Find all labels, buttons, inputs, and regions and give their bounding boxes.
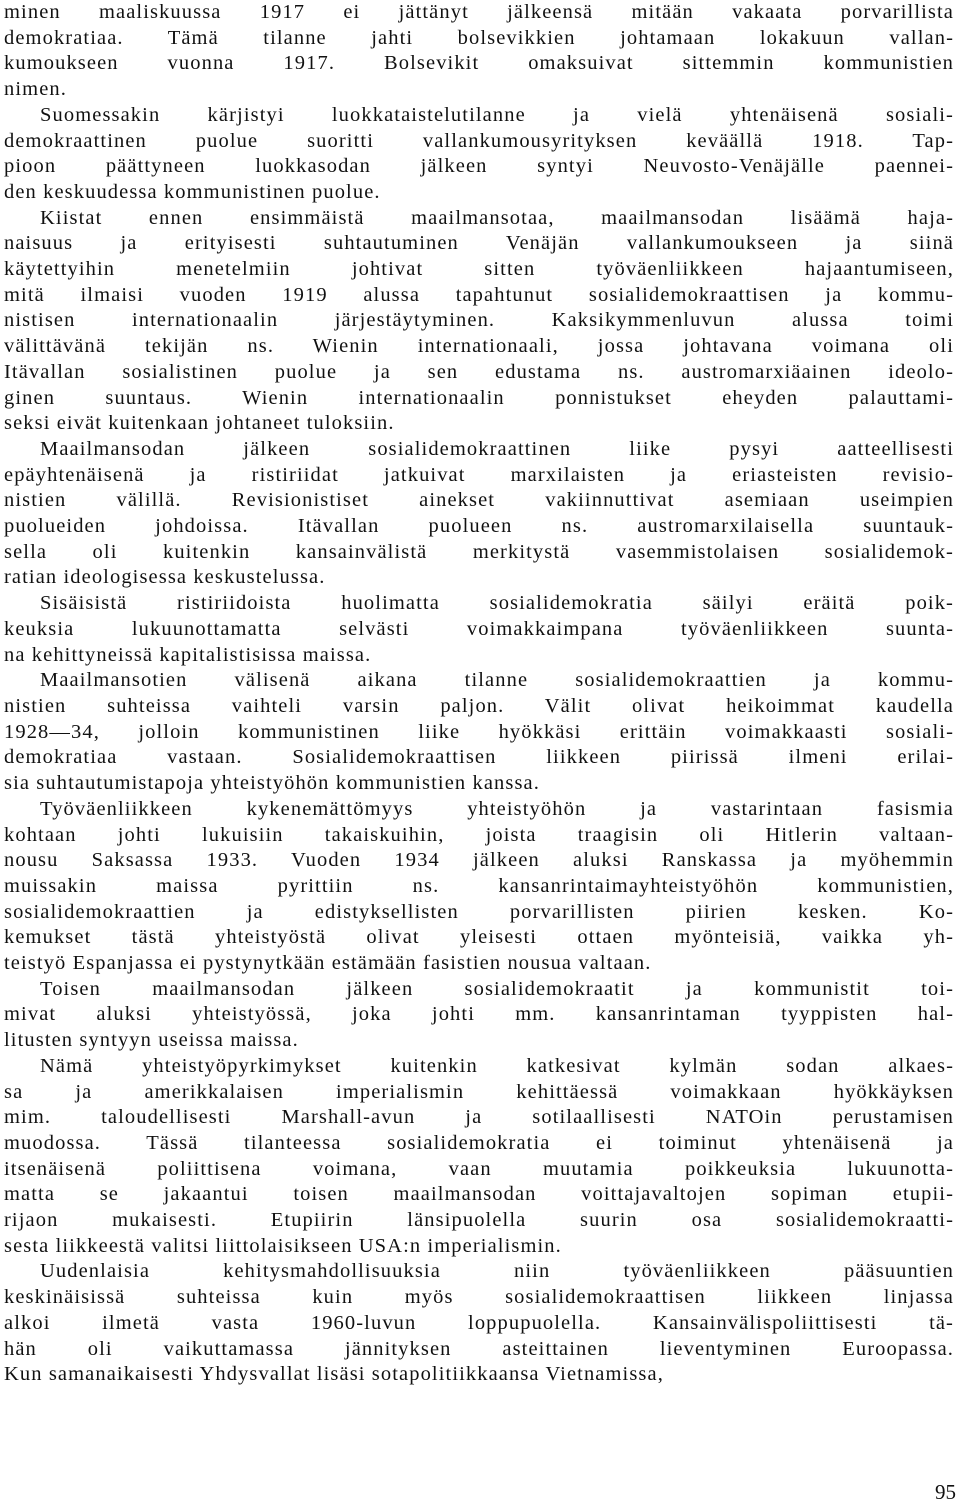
body-paragraph xyxy=(4,797,954,977)
text-line: Kun samanaikaisesti Yhdysvallat lisäsi sotapolitiikkaansa Vietnamissa, xyxy=(4,1363,664,1386)
text-line: matta se jakaantui toisen maailmansodan voittajavaltojen sopiman etupii- xyxy=(4,1183,954,1206)
text-line: Suomessakin kärjistyi luokkataistelutilanne ja vielä yhtenäisenä sosiali- xyxy=(40,103,954,126)
text-line: Kiistat ennen ensimmäistä maailmansotaa, maailmansodan lisäämä haja- xyxy=(40,206,954,229)
document-page xyxy=(4,0,954,1388)
text-line: puolueiden johdoissa. Itävallan puolueen ns. austromarxilaisella suuntauk- xyxy=(4,515,954,538)
text-line: mim. taloudellisesti Marshall-avun ja sotilaallisesti NATOin perustamisen xyxy=(4,1106,954,1129)
body-paragraph xyxy=(4,1054,954,1260)
text-line: Uudenlaisia kehitysmahdollisuuksia niin työväenliikkeen pääsuuntien xyxy=(40,1260,954,1283)
text-line: naisuus ja erityisesti suhtautuminen Venäjän vallankumoukseen ja siinä xyxy=(4,232,954,255)
text-line: nistien välillä. Revisionistiset ainekset vakiinnuttivat asemiaan useimpien xyxy=(4,489,954,512)
text-line: Sisäisistä ristiriidoista huolimatta sosialidemokratia säilyi eräitä poik- xyxy=(40,592,954,615)
text-line: kemukset tästä yhteistyöstä olivat yleisesti ottaen myönteisiä, vaikka yh- xyxy=(4,926,954,949)
text-line: seksi eivät kuitenkaan johtaneet tuloksiin. xyxy=(4,412,395,435)
text-line: den keskuudessa kommunistinen puolue. xyxy=(4,180,381,203)
text-line: keuksia lukuunottamatta selvästi voimakkaimpana työväenliikkeen suunta- xyxy=(4,617,954,640)
text-line: Nämä yhteistyöpyrkimykset kuitenkin katkesivat kylmän sodan alkaes- xyxy=(40,1054,954,1077)
text-line: ratian ideologisessa keskustelussa. xyxy=(4,566,326,589)
body-paragraph xyxy=(4,437,954,591)
text-line: Maailmansodan jälkeen sosialidemokraattinen liike pysyi aatteellisesti xyxy=(40,437,954,460)
body-paragraph xyxy=(4,1259,954,1388)
text-line: muodossa. Tässä tilanteessa sosialidemokratia ei toiminut yhtenäisenä ja xyxy=(4,1131,954,1154)
text-line: sella oli kuitenkin kansainvälistä merkitystä vasemmistolaisen sosialidemok- xyxy=(4,540,954,563)
text-line: epäyhtenäisenä ja ristiriidat jatkuivat marxilaisten ja eriasteisten revisio- xyxy=(4,463,954,486)
text-line: demokratiaa vastaan. Sosialidemokraattisen liikkeen piirissä ilmeni erilai- xyxy=(4,746,954,769)
text-line: pioon päättyneen luokkasodan jälkeen syntyi Neuvosto-Venäjälle paennei- xyxy=(4,155,954,178)
body-paragraph xyxy=(4,591,954,668)
text-line: mivat aluksi yhteistyössä, joka johti mm. kansanrintaman tyyppisten hal- xyxy=(4,1003,954,1026)
text-line: Toisen maailmansodan jälkeen sosialidemokraatit ja kommunistit toi- xyxy=(40,977,954,1000)
text-line: litusten syntyyn useissa maissa. xyxy=(4,1029,299,1052)
text-line: rijaon mukaisesti. Etupiirin länsipuolella suurin osa sosialidemokraatti- xyxy=(4,1209,954,1232)
body-paragraph xyxy=(4,0,954,103)
text-line: na kehittyneissä kapitalistisissa maissa. xyxy=(4,643,372,666)
body-paragraph xyxy=(4,103,954,206)
text-line: välittävänä tekijän ns. Wienin internationaali, jossa johtavana voimana oli xyxy=(4,335,954,358)
text-line: demokraattinen puolue suoritti vallankumousyrityksen keväällä 1918. Tap- xyxy=(4,129,954,152)
text-line: sesta liikkeestä valitsi liittolaisikseen USA:n imperialismin. xyxy=(4,1234,562,1257)
text-line: hän oli vaikuttamassa jännityksen asteittainen lieventyminen Euroopassa. xyxy=(4,1337,954,1360)
text-line: käytettyihin menetelmiin johtivat sitten työväenliikkeen hajaantumiseen, xyxy=(4,258,954,281)
text-line: keskinäisissä suhteissa kuin myös sosialidemokraattisen liikkeen linjassa xyxy=(4,1286,954,1309)
text-line: itsenäisenä poliittisena voimana, vaan muutamia poikkeuksia lukuunotta- xyxy=(4,1157,954,1180)
text-line: nistien suhteissa vaihteli varsin paljon. Välit olivat heikoimmat kaudella xyxy=(4,694,954,717)
text-line: demokratiaa. Tämä tilanne jahti bolsevikkien johtamaan lokakuun vallan- xyxy=(4,26,954,49)
text-line: teistyö Espanjassa ei pystynytkään estämään fasistien nousua valtaan. xyxy=(4,952,652,975)
body-paragraph xyxy=(4,668,954,797)
text-line: alkoi ilmetä vasta 1960-luvun loppupuolella. Kansainvälispoliittisesti tä- xyxy=(4,1311,954,1334)
text-line: Maailmansotien välisenä aikana tilanne sosialidemokraattien ja kommu- xyxy=(40,669,954,692)
body-paragraph xyxy=(4,977,954,1054)
text-line: nimen. xyxy=(4,78,67,101)
page-number: 95 xyxy=(935,1480,956,1504)
text-line: minen maaliskuussa 1917 ei jättänyt jälkeensä mitään vakaata porvarillista xyxy=(4,1,954,23)
text-line: mitä ilmaisi vuoden 1919 alussa tapahtunut sosialidemokraattisen ja kommu- xyxy=(4,283,954,306)
text-line: ginen suuntaus. Wienin internationaalin ponnistukset eheyden palauttami- xyxy=(4,386,954,409)
text-line: 1928—34, jolloin kommunistinen liike hyökkäsi erittäin voimakkaasti sosiali- xyxy=(4,720,954,743)
text-line: sa ja amerikkalaisen imperialismin kehittäessä voimakkaan hyökkäyksen xyxy=(4,1080,954,1103)
text-line: Työväenliikkeen kykenemättömyys yhteistyöhön ja vastarintaan fasismia xyxy=(40,797,954,820)
text-line: nistisen internationaalin järjestäytyminen. Kaksikymmenluvun alussa toimi xyxy=(4,309,954,332)
text-line: Itävallan sosialistinen puolue ja sen edustama ns. austromarxiäainen ideolo- xyxy=(4,360,954,383)
body-paragraph xyxy=(4,206,954,437)
text-line: sia suhtautumistapoja yhteistyöhön kommunistien kanssa. xyxy=(4,772,540,795)
text-line: sosialidemokraattien ja edistyksellisten porvarillisten piirien kesken. Ko- xyxy=(4,900,954,923)
text-line: kumoukseen vuonna 1917. Bolsevikit omaksuivat sittemmin kommunistien xyxy=(4,52,954,75)
text-line: nousu Saksassa 1933. Vuoden 1934 jälkeen aluksi Ranskassa ja myöhemmin xyxy=(4,849,954,872)
text-line: muissakin maissa pyrittiin ns. kansanrintaimayhteistyöhön kommunistien, xyxy=(4,874,954,897)
text-line: kohtaan johti lukuisiin takaiskuihin, joista traagisin oli Hitlerin valtaan- xyxy=(4,823,954,846)
